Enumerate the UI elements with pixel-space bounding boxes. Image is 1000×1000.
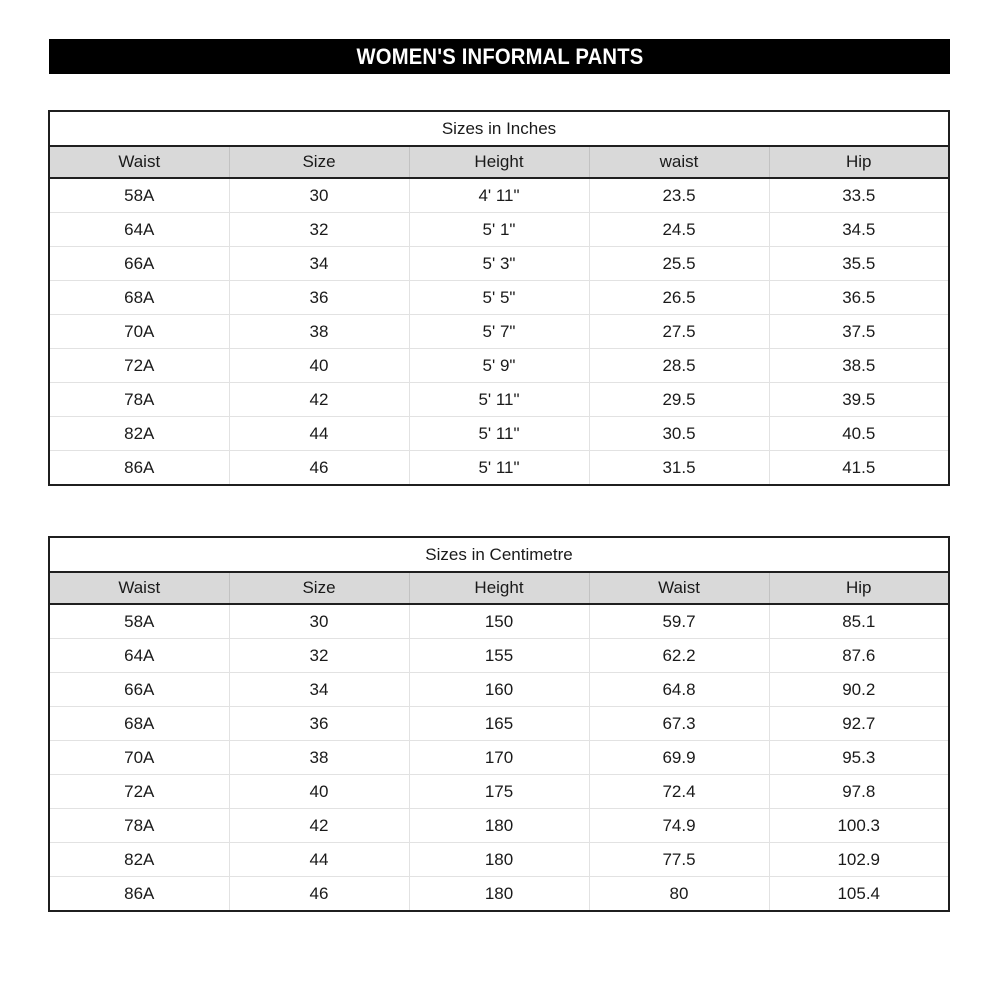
table-title-row (49, 537, 949, 572)
table-row (49, 417, 949, 451)
table-cell: 25.5 (589, 247, 769, 281)
column-header: Hip (769, 146, 949, 178)
table-row (49, 707, 949, 741)
table-cell: 26.5 (589, 281, 769, 315)
table-cell: 36 (229, 281, 409, 315)
table-cell: 36.5 (769, 281, 949, 315)
column-header: Waist (49, 146, 229, 178)
table-cell: 46 (229, 451, 409, 486)
table-cell: 69.9 (589, 741, 769, 775)
table-cell: 34 (229, 247, 409, 281)
table-row (49, 741, 949, 775)
table-cell: 175 (409, 775, 589, 809)
table-title: Sizes in Centimetre (49, 537, 949, 572)
table-cell: 180 (409, 843, 589, 877)
table-row (49, 247, 949, 281)
table-cell: 64A (49, 213, 229, 247)
table-cell: 170 (409, 741, 589, 775)
table-cell: 44 (229, 843, 409, 877)
table-cell: 66A (49, 247, 229, 281)
table-cell: 5' 5" (409, 281, 589, 315)
table-cell: 46 (229, 877, 409, 912)
table-cell: 5' 1" (409, 213, 589, 247)
table-cell: 5' 7" (409, 315, 589, 349)
table-cell: 78A (49, 809, 229, 843)
page-title-bar (49, 39, 950, 74)
table-cell: 165 (409, 707, 589, 741)
table-row (49, 809, 949, 843)
table-cell: 36 (229, 707, 409, 741)
table-cell: 40 (229, 349, 409, 383)
table-cell: 100.3 (769, 809, 949, 843)
table-row (49, 281, 949, 315)
table-cell: 72A (49, 775, 229, 809)
table-cell: 72A (49, 349, 229, 383)
table-cell: 40.5 (769, 417, 949, 451)
table-cell: 82A (49, 417, 229, 451)
table-cell: 58A (49, 178, 229, 213)
table-cell: 38.5 (769, 349, 949, 383)
column-header: waist (589, 146, 769, 178)
table-cell: 34 (229, 673, 409, 707)
column-header: Waist (49, 572, 229, 604)
table-row (49, 178, 949, 213)
table-row (49, 639, 949, 673)
table-cell: 27.5 (589, 315, 769, 349)
table-cell: 150 (409, 604, 589, 639)
table-cell: 28.5 (589, 349, 769, 383)
table-header-row (49, 572, 949, 604)
table-cell: 30.5 (589, 417, 769, 451)
table-cell: 41.5 (769, 451, 949, 486)
column-header: Waist (589, 572, 769, 604)
table-cell: 68A (49, 281, 229, 315)
page-title: WOMEN'S INFORMAL PANTS (356, 43, 643, 69)
table-cell: 66A (49, 673, 229, 707)
table-cell: 62.2 (589, 639, 769, 673)
table-cell: 67.3 (589, 707, 769, 741)
table-cell: 92.7 (769, 707, 949, 741)
table-cell: 64A (49, 639, 229, 673)
table-cell: 32 (229, 213, 409, 247)
table-cell: 38 (229, 315, 409, 349)
table-row (49, 451, 949, 486)
table-row (49, 604, 949, 639)
table-cell: 5' 11" (409, 383, 589, 417)
table-cell: 40 (229, 775, 409, 809)
table-cell: 86A (49, 451, 229, 486)
table-cell: 95.3 (769, 741, 949, 775)
table-cell: 64.8 (589, 673, 769, 707)
table-cell: 35.5 (769, 247, 949, 281)
table-cell: 70A (49, 741, 229, 775)
column-header: Size (229, 146, 409, 178)
table-cell: 33.5 (769, 178, 949, 213)
table-cell: 29.5 (589, 383, 769, 417)
table-header-row (49, 146, 949, 178)
sizes-in-centimetre-table (48, 536, 950, 912)
column-header: Height (409, 572, 589, 604)
table-cell: 85.1 (769, 604, 949, 639)
table-cell: 70A (49, 315, 229, 349)
table-row (49, 877, 949, 912)
table-cell: 77.5 (589, 843, 769, 877)
table-cell: 4' 11" (409, 178, 589, 213)
table-cell: 105.4 (769, 877, 949, 912)
column-header: Height (409, 146, 589, 178)
table-cell: 30 (229, 604, 409, 639)
table-cell: 102.9 (769, 843, 949, 877)
table-cell: 97.8 (769, 775, 949, 809)
table-row (49, 315, 949, 349)
column-header: Hip (769, 572, 949, 604)
table-row (49, 383, 949, 417)
table-cell: 59.7 (589, 604, 769, 639)
table-title-row (49, 111, 949, 146)
table-cell: 37.5 (769, 315, 949, 349)
table-row (49, 843, 949, 877)
table-cell: 5' 3" (409, 247, 589, 281)
table-cell: 155 (409, 639, 589, 673)
table-cell: 90.2 (769, 673, 949, 707)
table-cell: 23.5 (589, 178, 769, 213)
table-cell: 44 (229, 417, 409, 451)
table-cell: 24.5 (589, 213, 769, 247)
table-cell: 42 (229, 809, 409, 843)
table-row (49, 349, 949, 383)
table-cell: 31.5 (589, 451, 769, 486)
table-cell: 68A (49, 707, 229, 741)
table-cell: 42 (229, 383, 409, 417)
table-cell: 5' 11" (409, 417, 589, 451)
table-cell: 34.5 (769, 213, 949, 247)
table-row (49, 213, 949, 247)
table-cell: 32 (229, 639, 409, 673)
table-cell: 86A (49, 877, 229, 912)
table-cell: 78A (49, 383, 229, 417)
table-cell: 72.4 (589, 775, 769, 809)
table-row (49, 775, 949, 809)
table-cell: 30 (229, 178, 409, 213)
table-row (49, 673, 949, 707)
sizes-in-inches-table (48, 110, 950, 486)
table-cell: 160 (409, 673, 589, 707)
column-header: Size (229, 572, 409, 604)
table-cell: 82A (49, 843, 229, 877)
table-cell: 87.6 (769, 639, 949, 673)
table-cell: 58A (49, 604, 229, 639)
table-cell: 180 (409, 809, 589, 843)
table-cell: 38 (229, 741, 409, 775)
table-cell: 5' 11" (409, 451, 589, 486)
table-cell: 180 (409, 877, 589, 912)
table-cell: 74.9 (589, 809, 769, 843)
table-cell: 5' 9" (409, 349, 589, 383)
table-cell: 39.5 (769, 383, 949, 417)
table-title: Sizes in Inches (49, 111, 949, 146)
table-cell: 80 (589, 877, 769, 912)
